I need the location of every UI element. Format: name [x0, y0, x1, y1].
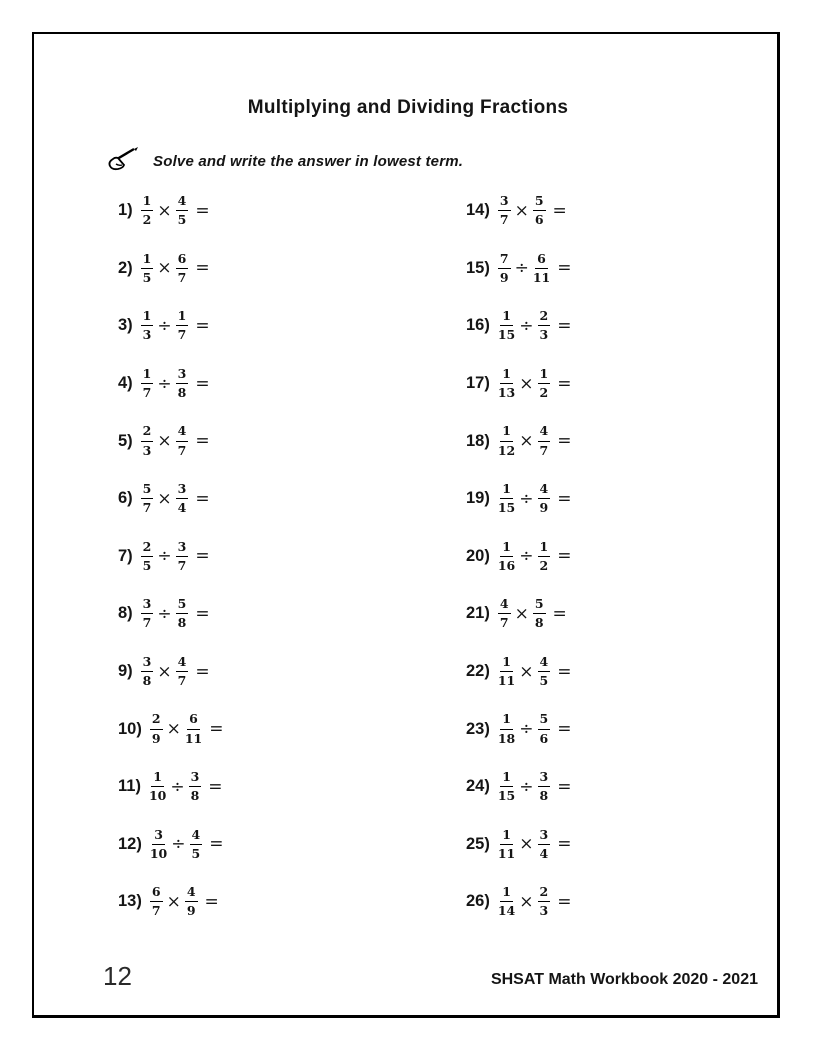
problem-number: 11) [118, 777, 141, 796]
fraction-first [141, 193, 154, 229]
divide-operator: ÷ [157, 603, 172, 624]
denominator: 8 [539, 788, 549, 804]
fraction-second [538, 308, 551, 344]
problem-number: 26) [466, 892, 490, 911]
numerator: 1 [500, 366, 513, 384]
problem-row [118, 240, 223, 298]
problem-number: 8) [118, 604, 133, 623]
divide-operator: ÷ [519, 719, 534, 740]
fraction-first [498, 193, 511, 229]
denominator: 7 [151, 903, 161, 919]
fraction-second [189, 769, 202, 805]
numerator: 5 [176, 596, 189, 614]
fraction-second [176, 423, 189, 459]
denominator: 11 [184, 730, 203, 746]
numerator: 6 [187, 711, 200, 729]
denominator: 6 [534, 212, 544, 228]
denominator: 12 [497, 442, 516, 458]
numerator: 3 [498, 193, 511, 211]
fraction-second [176, 654, 189, 690]
fraction-second [176, 193, 189, 229]
fraction-second [533, 193, 546, 229]
problem-row [118, 585, 223, 643]
problem-row [118, 470, 223, 528]
problem-row [118, 182, 223, 240]
problem-row [118, 873, 223, 931]
numerator: 4 [185, 884, 198, 902]
numerator: 1 [151, 769, 164, 787]
numerator: 4 [538, 654, 551, 672]
denominator: 7 [142, 385, 152, 401]
equals-sign: = [557, 488, 572, 509]
denominator: 4 [539, 845, 549, 861]
denominator: 5 [142, 269, 152, 285]
denominator: 2 [142, 212, 152, 228]
problem-row [466, 758, 571, 816]
divide-operator: ÷ [519, 546, 534, 567]
fraction-second [538, 827, 551, 863]
fraction-second [538, 711, 551, 747]
numerator: 1 [141, 193, 154, 211]
multiply-operator: × [157, 661, 172, 682]
fraction-second [176, 596, 189, 632]
numerator: 1 [500, 423, 513, 441]
equals-sign: = [557, 776, 572, 797]
equals-sign: = [195, 200, 210, 221]
equals-sign: = [195, 488, 210, 509]
denominator: 18 [497, 730, 516, 746]
problem-number: 13) [118, 892, 142, 911]
equals-sign: = [557, 258, 572, 279]
numerator: 3 [538, 769, 551, 787]
numerator: 1 [500, 884, 513, 902]
numerator: 6 [535, 251, 548, 269]
denominator: 7 [177, 327, 187, 343]
numerator: 1 [141, 366, 154, 384]
equals-sign: = [209, 834, 224, 855]
problem-number: 17) [466, 374, 490, 393]
denominator: 7 [499, 615, 509, 631]
numerator: 1 [500, 308, 513, 326]
fraction-second [176, 308, 189, 344]
problem-number: 15) [466, 258, 490, 277]
problem-row [466, 182, 571, 240]
numerator: 6 [176, 251, 189, 269]
denominator: 11 [532, 269, 551, 285]
divide-operator: ÷ [519, 488, 534, 509]
fraction-second [538, 769, 551, 805]
problem-number: 21) [466, 604, 490, 623]
fraction-first [150, 827, 167, 863]
denominator: 8 [177, 615, 187, 631]
problem-number: 19) [466, 489, 490, 508]
fraction-first [141, 423, 154, 459]
fraction-second [538, 884, 551, 920]
divide-operator: ÷ [157, 546, 172, 567]
multiply-operator: × [514, 603, 529, 624]
equals-sign: = [552, 603, 567, 624]
fraction-first [150, 711, 163, 747]
problem-number: 9) [118, 662, 133, 681]
problem-number: 23) [466, 719, 490, 738]
problem-number: 24) [466, 777, 490, 796]
fraction-second [176, 251, 189, 287]
equals-sign: = [195, 373, 210, 394]
numerator: 1 [500, 769, 513, 787]
problem-row [118, 528, 223, 586]
equals-sign: = [204, 891, 219, 912]
fraction-first [498, 423, 515, 459]
instruction-text: Solve and write the answer in lowest term. [153, 153, 464, 170]
problem-number: 2) [118, 258, 133, 277]
instruction-line [106, 146, 463, 177]
fraction-first [498, 366, 515, 402]
fraction-first [498, 654, 515, 690]
problem-row [466, 412, 571, 470]
denominator: 6 [539, 730, 549, 746]
numerator: 3 [176, 366, 189, 384]
numerator: 3 [152, 827, 165, 845]
multiply-operator: × [519, 661, 534, 682]
equals-sign: = [552, 200, 567, 221]
divide-operator: ÷ [171, 834, 186, 855]
denominator: 9 [499, 269, 509, 285]
writing-hand-icon [106, 146, 142, 177]
divide-operator: ÷ [170, 776, 185, 797]
problem-number: 16) [466, 316, 490, 335]
numerator: 1 [500, 539, 513, 557]
problem-row [118, 412, 223, 470]
numerator: 4 [538, 423, 551, 441]
fraction-first [498, 539, 515, 575]
denominator: 8 [534, 615, 544, 631]
denominator: 7 [177, 269, 187, 285]
equals-sign: = [557, 315, 572, 336]
numerator: 1 [500, 481, 513, 499]
fraction-second [533, 251, 550, 287]
numerator: 2 [141, 423, 154, 441]
equals-sign: = [195, 603, 210, 624]
multiply-operator: × [519, 373, 534, 394]
divide-operator: ÷ [157, 373, 172, 394]
numerator: 3 [538, 827, 551, 845]
problem-number: 1) [118, 201, 133, 220]
equals-sign: = [195, 431, 210, 452]
numerator: 3 [176, 481, 189, 499]
denominator: 5 [191, 845, 201, 861]
multiply-operator: × [157, 200, 172, 221]
fraction-first [498, 884, 515, 920]
problem-row [118, 700, 223, 758]
problems-column-left [118, 182, 223, 931]
fraction-first [141, 596, 154, 632]
problem-number: 7) [118, 546, 133, 565]
numerator: 5 [141, 481, 154, 499]
divide-operator: ÷ [519, 315, 534, 336]
equals-sign: = [195, 661, 210, 682]
fraction-first [150, 884, 163, 920]
numerator: 1 [141, 251, 154, 269]
fraction-first [498, 308, 515, 344]
problem-number: 14) [466, 201, 490, 220]
denominator: 3 [142, 327, 152, 343]
multiply-operator: × [166, 719, 181, 740]
problem-row [118, 758, 223, 816]
equals-sign: = [557, 373, 572, 394]
fraction-first [141, 308, 154, 344]
divide-operator: ÷ [514, 258, 529, 279]
numerator: 5 [538, 711, 551, 729]
denominator: 3 [142, 442, 152, 458]
denominator: 4 [177, 500, 187, 516]
problem-number: 6) [118, 489, 133, 508]
problem-row [466, 700, 571, 758]
denominator: 16 [497, 557, 516, 573]
numerator: 5 [533, 193, 546, 211]
numerator: 3 [141, 654, 154, 672]
denominator: 15 [497, 788, 516, 804]
problems-column-right [466, 182, 571, 931]
denominator: 5 [539, 673, 549, 689]
equals-sign: = [195, 258, 210, 279]
denominator: 7 [142, 500, 152, 516]
numerator: 2 [141, 539, 154, 557]
equals-sign: = [557, 431, 572, 452]
multiply-operator: × [157, 258, 172, 279]
multiply-operator: × [514, 200, 529, 221]
multiply-operator: × [519, 431, 534, 452]
problem-row [466, 816, 571, 874]
equals-sign: = [195, 315, 210, 336]
equals-sign: = [557, 719, 572, 740]
fraction-first [141, 251, 154, 287]
problem-row [466, 873, 571, 931]
fraction-second [538, 423, 551, 459]
denominator: 3 [539, 327, 549, 343]
fraction-second [176, 539, 189, 575]
numerator: 3 [176, 539, 189, 557]
numerator: 4 [498, 596, 511, 614]
multiply-operator: × [157, 431, 172, 452]
numerator: 1 [141, 308, 154, 326]
numerator: 3 [189, 769, 202, 787]
problem-number: 4) [118, 374, 133, 393]
fraction-first [498, 711, 515, 747]
divide-operator: ÷ [519, 776, 534, 797]
denominator: 15 [497, 500, 516, 516]
denominator: 11 [497, 673, 516, 689]
numerator: 3 [141, 596, 154, 614]
fraction-first [141, 481, 154, 517]
equals-sign: = [557, 661, 572, 682]
fraction-second [185, 711, 202, 747]
fraction-first [498, 827, 515, 863]
fraction-first [141, 366, 154, 402]
denominator: 5 [177, 212, 187, 228]
multiply-operator: × [157, 488, 172, 509]
problem-number: 22) [466, 662, 490, 681]
equals-sign: = [195, 546, 210, 567]
problem-number: 20) [466, 546, 490, 565]
page-number: 12 [103, 961, 132, 991]
equals-sign: = [557, 834, 572, 855]
denominator: 2 [539, 557, 549, 573]
numerator: 4 [176, 193, 189, 211]
fraction-second [185, 884, 198, 920]
equals-sign: = [557, 546, 572, 567]
problem-row [466, 470, 571, 528]
numerator: 7 [498, 251, 511, 269]
divide-operator: ÷ [157, 315, 172, 336]
numerator: 4 [176, 423, 189, 441]
numerator: 2 [538, 884, 551, 902]
numerator: 4 [190, 827, 203, 845]
denominator: 8 [177, 385, 187, 401]
problem-row [118, 297, 223, 355]
fraction-first [149, 769, 166, 805]
denominator: 13 [497, 385, 516, 401]
fraction-second [533, 596, 546, 632]
denominator: 11 [497, 845, 516, 861]
denominator: 10 [148, 788, 167, 804]
denominator: 7 [177, 442, 187, 458]
fraction-first [498, 769, 515, 805]
numerator: 1 [538, 539, 551, 557]
numerator: 1 [500, 827, 513, 845]
denominator: 7 [499, 212, 509, 228]
problem-row [466, 528, 571, 586]
denominator: 8 [190, 788, 200, 804]
fraction-second [190, 827, 203, 863]
problem-number: 25) [466, 834, 490, 853]
fraction-first [498, 251, 511, 287]
problem-row [118, 643, 223, 701]
problem-row [466, 240, 571, 298]
fraction-second [538, 366, 551, 402]
denominator: 7 [177, 673, 187, 689]
denominator: 7 [177, 557, 187, 573]
problem-row [466, 585, 571, 643]
fraction-first [141, 539, 154, 575]
problem-number: 5) [118, 431, 133, 450]
fraction-second [176, 481, 189, 517]
fraction-first [498, 481, 515, 517]
problem-number: 12) [118, 834, 142, 853]
fraction-second [538, 539, 551, 575]
denominator: 8 [142, 673, 152, 689]
fraction-first [141, 654, 154, 690]
fraction-second [538, 481, 551, 517]
problem-row [118, 816, 223, 874]
problem-row [118, 355, 223, 413]
numerator: 6 [150, 884, 163, 902]
problem-number: 3) [118, 316, 133, 335]
numerator: 4 [176, 654, 189, 672]
fraction-second [538, 654, 551, 690]
numerator: 2 [538, 308, 551, 326]
denominator: 2 [539, 385, 549, 401]
denominator: 9 [186, 903, 196, 919]
denominator: 10 [149, 845, 168, 861]
page-title: Multiplying and Dividing Fractions [247, 97, 569, 118]
multiply-operator: × [519, 891, 534, 912]
multiply-operator: × [166, 891, 181, 912]
equals-sign: = [557, 891, 572, 912]
denominator: 5 [142, 557, 152, 573]
denominator: 9 [151, 730, 161, 746]
multiply-operator: × [519, 834, 534, 855]
denominator: 3 [539, 903, 549, 919]
problem-row [466, 297, 571, 355]
denominator: 9 [539, 500, 549, 516]
fraction-first [498, 596, 511, 632]
numerator: 5 [533, 596, 546, 614]
problem-row [466, 355, 571, 413]
denominator: 14 [497, 903, 516, 919]
problem-number: 18) [466, 431, 490, 450]
equals-sign: = [208, 776, 223, 797]
footer-book-title: SHSAT Math Workbook 2020 - 2021 [490, 971, 758, 988]
numerator: 1 [500, 654, 513, 672]
denominator: 15 [497, 327, 516, 343]
numerator: 1 [176, 308, 189, 326]
problem-number: 10) [118, 719, 142, 738]
numerator: 1 [500, 711, 513, 729]
numerator: 2 [150, 711, 163, 729]
denominator: 7 [539, 442, 549, 458]
equals-sign: = [209, 719, 224, 740]
numerator: 4 [538, 481, 551, 499]
numerator: 1 [538, 366, 551, 384]
denominator: 7 [142, 615, 152, 631]
fraction-second [176, 366, 189, 402]
problem-row [466, 643, 571, 701]
